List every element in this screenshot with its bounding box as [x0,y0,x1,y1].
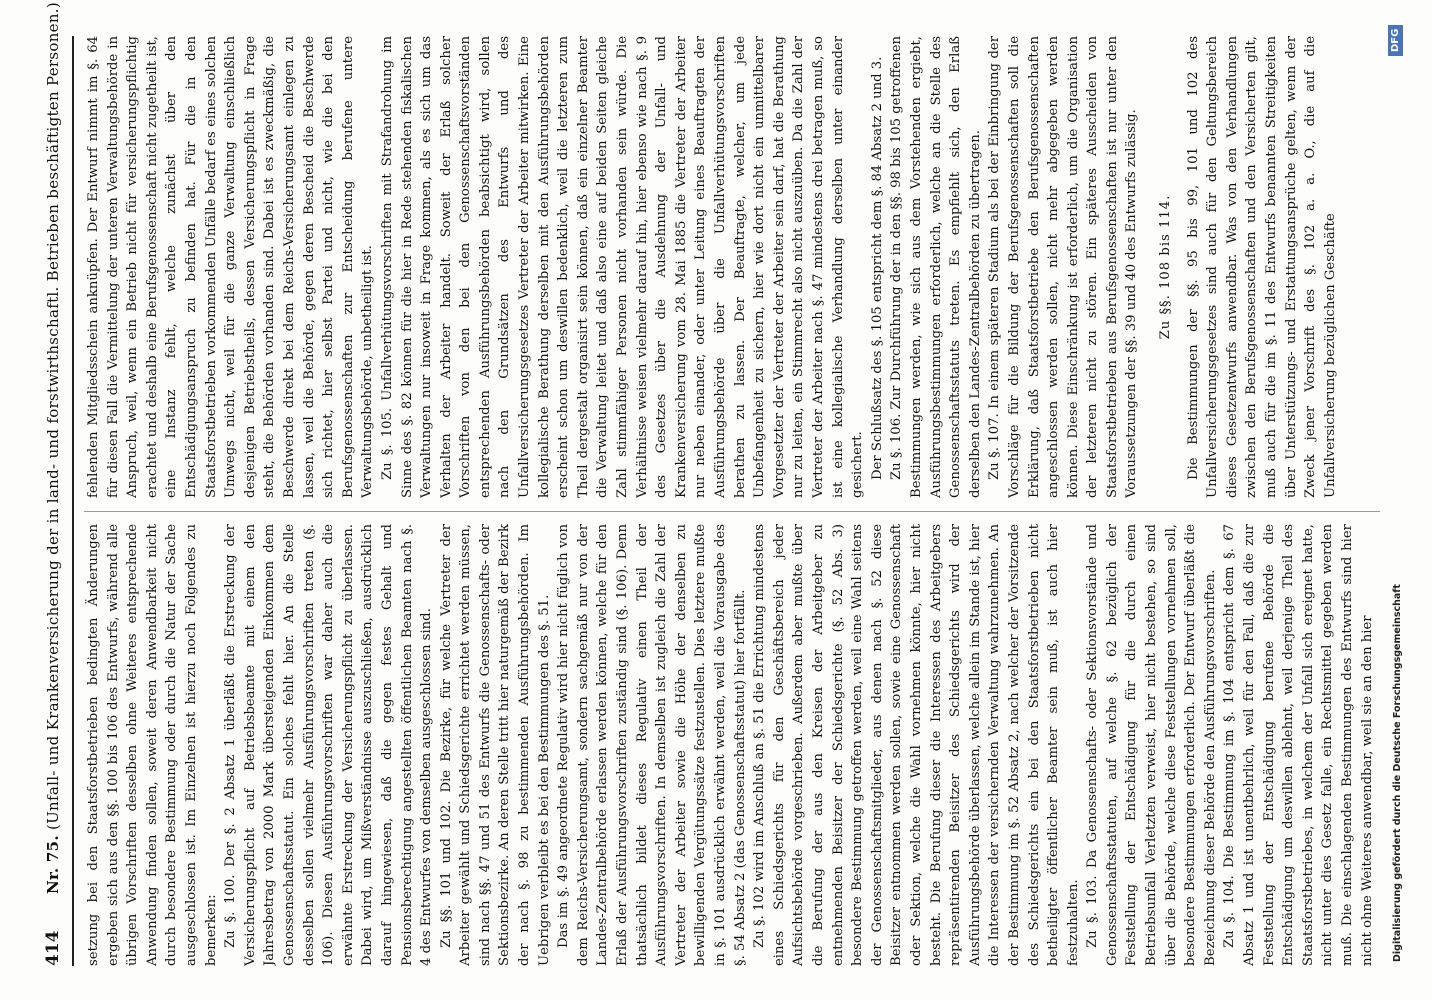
right-column [84,36,1384,498]
paragraph: Der Schlußsatz des §. 105 entspricht dem §. 84 Absatz 2 und 3. [869,56,885,480]
paragraph: Das im §. 49 angeordnete Regulativ wird hier nicht füglich von dem Reichs-Versicherungsamt, sondern sachgemäß nur von der Landes-Zentralbehörde erlassen werden können, welche für den Erlaß der Ausführungsvorschriften zuständig sind (§. 106). Denn thatsächlich bildet dieses Regulativ einen Theil der Ausführungsvorschriften. In demselben ist zugleich die Zahl der Vertreter der Arbeiter sowie die Höhe der denselben zu bewilligenden Vergütungssätze festzustellen. Dies letztere mußte in §. 101 ausdrücklich erwähnt werden, weil die Vorausgabe des §. 54 Absatz 2 (das Genossenschaftsstatut) hier fortfällt. [556,524,748,966]
paragraph: Die Bestimmungen der §§. 95 bis 99, 101 und 102 des Unfallversicherungsgesetzes sind auch für den Geltungsbereich dieses Gesetzentwurfs anwendbar. Was von den Verhandlungen zwischen den Berufsgenossenschaften und den Versicherten gilt, muß auch für die im §. 11 des Entwurfs benannten Streitigkeiten über Unterstützungs- und Erstattungsansprüche gelten, wenn der Zweck jener Vorschrift des §. 102 a. a. O., die auf die Unfallversicherung bezüglichen Geschäfte [1185,36,1338,498]
paragraph: fehlenden Mitgliedsschein anknüpfen. Der Entwurf nimmt im §. 64 für diesen Fall die Vermittelung der unteren Verwaltungsbehörde in Anspruch, weil, wenn ein Betrieb nicht für versicherungspflichtig erachtet und deshalb eine Berufsgenossenschaft nicht zugetheilt ist, eine Instanz fehlt, welche zunächst über den Entschädigungsanspruch zu befinden hat. Für die in den Staatsforstbetrieben vorkommenden Unfälle bedarf es eines solchen Umwegs nicht, weil für die ganze Verwaltung einschließlich desjenigen Betriebstheils, dessen Versicherungspflicht in Frage steht, die Behörden vorhanden sind. Dabei ist es zweckmäßig, die Beschwerde direkt bei dem Reichs-Versicherungsamt einlegen zu lassen, weil die Behörde, gegen deren Bescheid die Beschwerde sich richtet, hier selbst Partei und nicht, wie die bei den Berufsgenossenschaften zur Entscheidung berufene untere Verwaltungsbehörde, unbetheiligt ist. [86,36,376,498]
paragraph: Zu §. 107. In einem späteren Stadium als bei der Einbringung der Vorschläge für die Bildung der Berufsgenossenschaften soll die Erklärung, daß Staatsforstbetriebe den Berufsgenossenschaften angeschlossen werden sollen, nicht mehr abgegeben werden können. Diese Einschränkung ist erforderlich, um die Organisation der letzteren nicht zu stören. Ein späteres Ausscheiden von Staatsforstbetrieben aus Berufsgenossenschaften ist nur unter den Voraussetzungen der §§. 39 und 40 des Entwurfs zulässig. [987,36,1140,498]
paragraph: Zu §. 100. Der §. 2 Absatz 1 überläßt die Erstreckung der Versicherungspflicht auf Betriebsbeamte mit einem den Jahresbetrag von 2000 Mark übersteigenden Einkommen dem Genossenschaftsstatut. Ein solches fehlt hier. An die Stelle desselben sollen vielmehr Ausführungsvorschriften treten (§. 106). Diesen Ausführungsvorschriften war daher auch die erwähnte Erstreckung der Versicherungspflicht zu überlassen. Dabei wird, um Mißverständnisse auszuschließen, ausdrücklich darauf hingewiesen, daß die gegen festes Gehalt und Pensionsberechtigung angestellten öffentlichen Beamten nach §. 4 des Entwurfes von demselben ausgeschlossen sind. [223,524,435,966]
dfg-logo: DFG [1388,25,1403,56]
paragraph: Zu §. 104. Die Bestimmung im §. 104 entspricht dem §. 67 Absatz 1 und ist unentbehrlich, weil für den Fall, daß die zur Feststellung der Entschädigung berufene Behörde die Entschädigung um deswillen ablehnt, weil derjenige Theil des Staatsforstbetriebes, in welchem der Unfall sich ereignet hatte, nicht unter dies Gesetz falle, ein Rechtsmittel gegeben werden muß. Die einschlagenden Bestimmungen des Entwurfs sind hier nicht ohne Weiteres anwendbar, weil sie an den hier [1222,524,1375,966]
running-title [38,2,68,894]
paragraph: Zu §. 105. Unfallverhütungsvorschriften mit Strafandrohung im Sinne des §. 82 können für die hier in Rede stehenden fiskalischen Verwaltungen nur insoweit in Frage kommen, als es sich um das Verhalten der Arbeiter handelt. Soweit der Erlaß solcher Vorschriften von den bei den Genossenschaftsvorständen entsprechenden Ausführungsbehörden beabsichtigt wird, sollen nach den Grundsätzen des Entwurfs und des Unfallversicherungsgesetzes Vertreter der Arbeiter mitwirken. Eine kollegialische Berathung derselben mit den Ausführungsbehörden erscheint schon um deswillen bedenklich, weil die letzteren zum Theil dergestalt organisirt sein können, daß ein einzelner Beamter die Verwaltung leitet und daß also eine auf beiden Seiten gleiche Zahl stimmfähiger Personen nicht vorhanden sein würde. Die Verhältnisse weisen vielmehr darauf hin, hier ebenso wie nach §. 9 des Gesetzes über die Ausdehnung der Unfall- und Krankenversicherung vom 28. Mai 1885 die Vertreter der Arbeiter nur neben einander, oder unter Leitung eines Beauftragten der Ausführungsbehörde über die Unfallverhütungsvorschriften berathen zu lassen. Der Beauftragte, welcher, um jede Unbefangenheit zu sichern, hier wie dort nicht ein unmittelbarer Vorgesetzter der Vertreter der Arbeiter sein darf, hat die Berathung nur zu leiten, ein Stimmrecht also nicht auszuüben. Da die Zahl der Vertreter der Arbeiter nach §. 47 mindestens drei betragen muß, so ist eine kollegialische Verhandlung derselben unter einander gesichert. [379,36,866,498]
paragraph: Zu §. 102 wird im Anschluß an §. 51 die Errichtung mindestens eines Schiedsgerichts für den Geschäftsbereich jeder Aufsichtsbehörde vorgeschrieben. Außerdem aber mußte über die Berufung der aus den Kreisen der Arbeitgeber zu entnehmenden Beisitzer der Schiedsgerichte (§. 52 Abs. 3) besondere Bestimmung getroffen werden, weil eine Wahl seitens der Genossenschaftsmitglieder, aus denen nach §. 52 diese Beisitzer entnommen werden sollen, sowie eine Genossenschaft oder Sektion, welche die Wahl vornehmen könnte, hier nicht besteht. Die Berufung dieser die Interessen des Arbeitgebers repräsentirenden Beisitzer des Schiedsgerichts wird der Ausführungsbehörde überlassen, welche allein im Stande ist, hier die Interessen der versichernden Verwaltung wahrzunehmen. An der Bestimmung im §. 52 Absatz 2, nach welcher der Vorsitzende des Schiedsgerichts ein bei den Staatsforstbetrieben nicht betheiligter öffentlicher Beamter sein muß, ist auch hier festzuhalten. [752,524,1081,966]
column-divider [84,511,1380,512]
paragraph: setzung bei den Staatsforstbetrieben bedingten Änderungen ergeben sich aus den §§. 100 bis 106 des Entwurfs, während alle übrigen Vorschriften desselben ohne Weiteres entsprechende Anwendung finden sollen, soweit deren Anwendbarkeit nicht durch besondere Bestimmung oder durch die Natur der Sache ausgeschlossen ist. Im Einzelnen ist hierzu noch Folgendes zu bemerken: [86,524,219,966]
running-title-text: (Unfall- und Krankenversicherung der in land- und forstwirthschaftl. Betrieben beschäftigten Personen.) [44,1,62,831]
digitization-note: Digitalisierung gefördert durch die Deutsche Forschungsgemeinschaft [1392,584,1403,962]
section-heading: Zu §§. 108 bis 114. [1158,194,1174,340]
left-column [84,524,1384,966]
paragraph: Zu §. 106. Zur Durchführung der in den §§. 98 bis 105 getroffenen Bestimmungen werden, wie sich aus dem Vorstehenden ergiebt, Ausführungsbestimmungen erforderlich, welche an die Stelle des Genossenschaftsstatuts treten. Es empfiehlt sich, den Erlaß derselben den Landes-Zentralbehörden zu übertragen. [889,36,983,498]
paragraph: Zu §§. 101 und 102. Die Bezirke, für welche Vertreter der Arbeiter gewählt und Schiedsgerichte errichtet werden müssen, sind nach §§. 47 und 51 des Entwurfs die Genossenschafts- oder Sektionsbezirke. An deren Stelle tritt hier naturgemäß der Bezirk der nach §. 98 zu bestimmenden Ausführungsbehörden. Im Uebrigen verbleibt es bei den Bestimmungen des §. 51. [438,524,552,966]
document-number: Nr. 75. [44,835,62,894]
paragraph: Zu §. 103. Da Genossenschafts- oder Sektionsvorstände und Genossenschaftsstatuten, auf welche §. 62 bezüglich der Feststellung der Entschädigung für die durch einen Betriebsunfall Verletzten verweist, hier nicht bestehen, so sind über die Behörde, welche diese Feststellungen vornehmen soll, besondere Bestimmungen erforderlich. Der Entwurf überläßt die Bezeichnung dieser Behörde den Ausführungsvorschriften. [1085,524,1218,966]
page-number: 414 [43,930,63,966]
page-header [38,1,74,966]
